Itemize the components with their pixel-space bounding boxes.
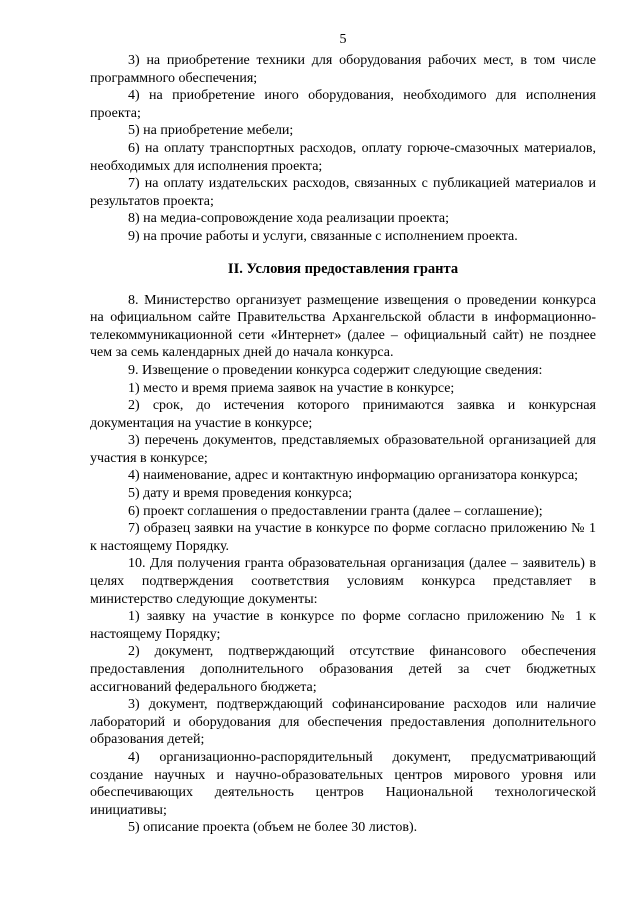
document-page — [90, 30, 596, 837]
list-item: 4) наименование, адрес и контактную информацию организатора конкурса; — [128, 468, 579, 484]
paragraph: 8. Министерство организует размещение извещения о проведении конкурса на официальном сайте Правительства Архангельской области в информационно-телекоммуникационной сети «Интернет» (далее – официальный сайт) не позднее чем за семь календарных дней до начала конкурса. — [90, 292, 596, 361]
list-item: 6) на оплату транспортных расходов, оплату горюче-смазочных материалов, необходимых для исполнения проекта; — [90, 140, 596, 174]
list-item: 1) заявку на участие в конкурсе по форме согласно приложению № 1 к настоящему Порядку; — [90, 609, 596, 642]
list-item: 8) на медиа-сопровождение хода реализации проекта; — [128, 211, 450, 227]
list-item: 9) на прочие работы и услуги, связанные с исполнением проекта. — [128, 228, 518, 244]
list-item: 7) на оплату издательских расходов, связанных с публикацией материалов и результатов проекта; — [90, 176, 596, 209]
section-body — [90, 292, 596, 837]
list-item: 4) на приобретение иного оборудования, необходимого для исполнения проекта; — [90, 88, 596, 121]
paragraph: 9. Извещение о проведении конкурса содержит следующие сведения: — [128, 362, 543, 378]
list-item: 1) место и время приема заявок на участие в конкурсе; — [128, 380, 455, 396]
list-item: 5) дату и время проведения конкурса; — [128, 486, 353, 502]
list-item: 5) описание проекта (объем не более 30 листов). — [128, 820, 418, 836]
list-item: 3) на приобретение техники для оборудования рабочих мест, в том числе программного обеспечения; — [90, 53, 596, 86]
page-number: 5 — [339, 32, 347, 47]
list-item: 7) образец заявки на участие в конкурсе по форме согласно приложению № 1 к настоящему Порядку. — [90, 521, 596, 554]
list-item: 3) документ, подтверждающий софинансирование расходов или наличие лабораторий и оборудования для обеспечения предоставления дополнительного образования детей; — [90, 697, 596, 748]
list-item: 3) перечень документов, представляемых образовательной организацией для участия в конкурсе; — [90, 433, 596, 466]
list-item: 6) проект соглашения о предоставлении гранта (далее – соглашение); — [128, 503, 543, 519]
section-heading: II. Условия предоставления гранта — [227, 260, 459, 277]
paragraph: 10. Для получения гранта образовательная организация (далее – заявитель) в целях подтверждения соответствия условиям конкурса представляет в министерство следующие документы: — [90, 556, 596, 607]
list-item: 2) срок, до истечения которого принимаются заявка и конкурсная документация на участие в конкурсе; — [90, 398, 596, 431]
list-item: 2) документ, подтверждающий отсутствие финансового обеспечения предоставления дополнительного образования детей за счет бюджетных ассигнований федерального бюджета; — [90, 644, 596, 695]
list-item: 4) организационно-распорядительный документ, предусматривающий создание научных и научно-образовательных центров мирового уровня или обеспечивающих деятельность центров Национальной технологической инициативы; — [90, 749, 596, 818]
expense-list — [90, 52, 596, 246]
list-item: 5) на приобретение мебели; — [128, 123, 294, 139]
